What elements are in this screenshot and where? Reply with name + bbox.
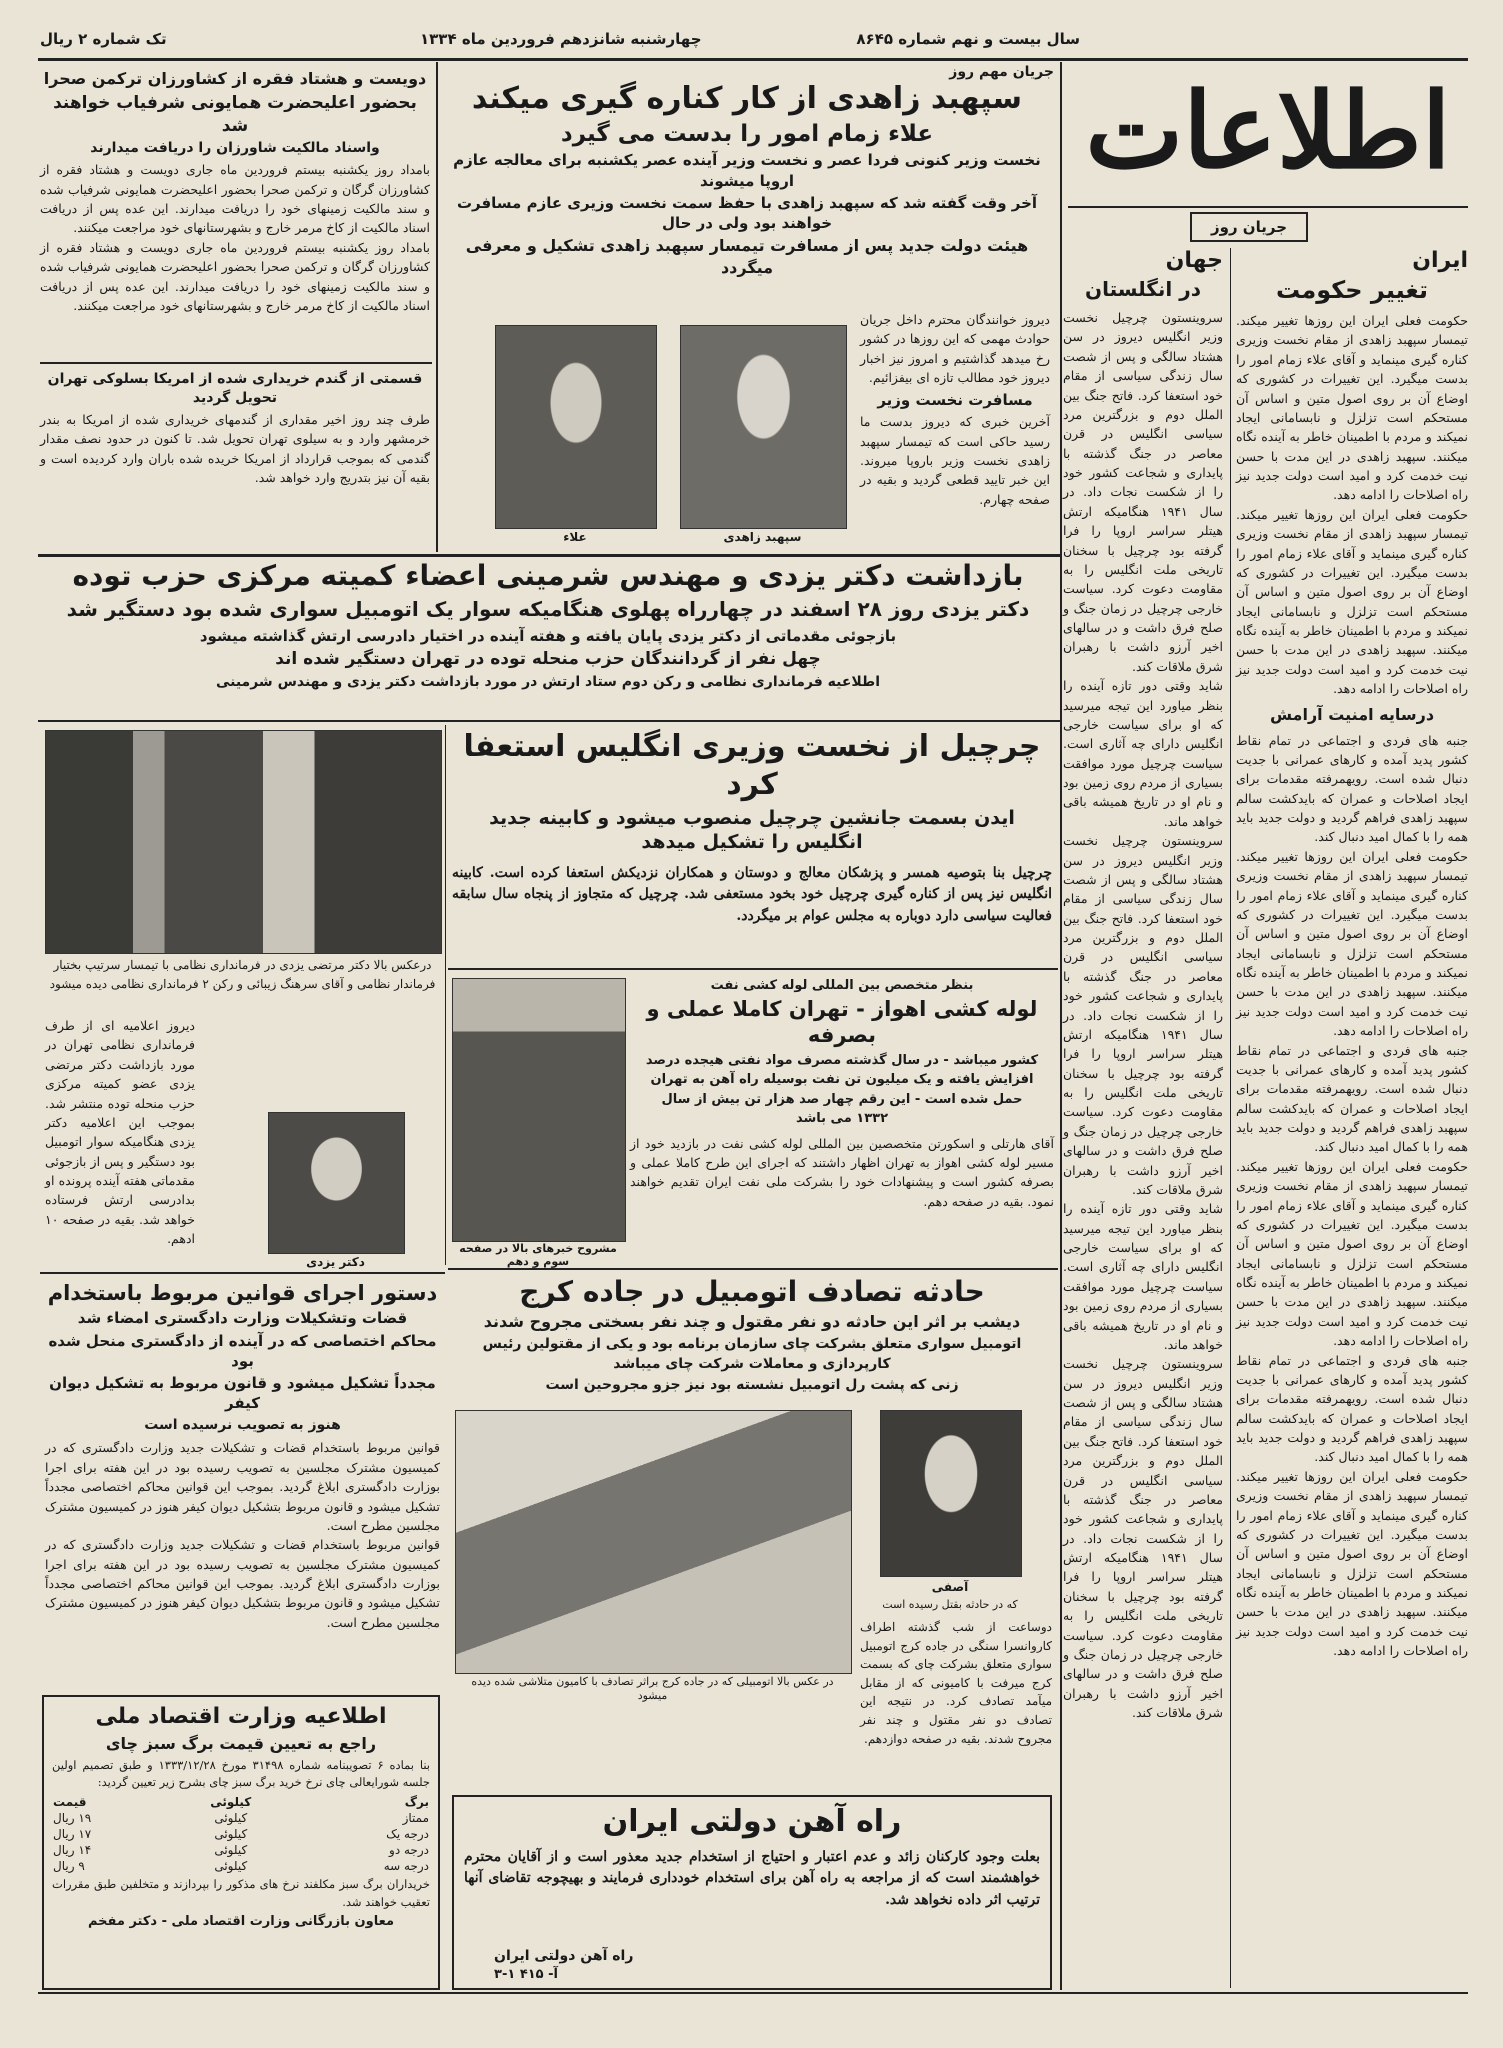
arrest-sub4: اطلاعیه فرمانداری نظامی و رکن دوم ستاد ارتش در مورد بازداشت دکتر یزدی و مهندس شرمینی — [215, 674, 881, 691]
railway-body: بعلت وجود کارکنان زائد و عدم اعتبار و احتیاج از استخدام جدید معذور است و از آقایان محترم خواهشمند است که از مراجعه به راه آهن برای استخدام خودداری فرمایند و بهیچوجه تقاضای آنها ترتیب اثر داده نخواهد شد. — [464, 1848, 1040, 1908]
iran-column — [1236, 248, 1468, 1990]
col-header-price: قیمت — [53, 1795, 87, 1810]
farmers-rule — [40, 362, 432, 364]
zahedi-sub4: هیئت دولت جدید پس از مسافرت تیمسار سپهبد زاهدی تشکیل و معرفی میگردد — [465, 236, 1029, 277]
railway-title: راه آهن دولتی ایران — [602, 1804, 902, 1839]
issue-strip — [40, 28, 1080, 54]
arrest-photo-caption-wrap — [45, 956, 440, 1014]
top-rule — [38, 58, 1468, 61]
arrest-photo-caption: درعکس بالا دکتر مرتضی یزدی در فرمانداری نظامی با تیمسار سرتیپ بختیار فرماندار نظامی و آقای سرهنگ زیبائی و رکن ۲ فرمانداری نظامی دیده میشود — [49, 958, 436, 991]
pipeline-body: آقای هارتلی و اسکورتن متخصصین بین المللی لوله کشی نفت در بازدید خود از مسیر لوله کشی اهواز به تهران اظهار داشتند که اجرای این طرح کاملا عملی و بصرفه کشور است و پیشنهادات خود را بشرکت ملی نفت ایران تقدیم خواهند نمود. بقیه در صفحه دهم. — [630, 1135, 1054, 1209]
price: ۱۹ ریال — [53, 1811, 92, 1826]
farmers-head2: بحضور اعلیحضرت همایونی شرفیاب خواهند شد — [53, 92, 417, 136]
grade: ممتاز — [402, 1811, 429, 1826]
iran-body-cont4: حکومت فعلی ایران این روزها تغییر میکند. تیمسار سپهبد زاهدی از مقام نخست وزیری کناره گیری مینماید و آقای علاء زمام امور را بدست میگیرد. این تغییرات در کشوری که اوضاع آن بر روی اصول متین و اساس آن مستحکم است تزلزل و نابسامانی ایجاد نمیکند و مردم با اطمینان خاطر به آینده نگاه میکنند. سپهبد زاهدی در این مدت با حسن نیت خدمت کرد و امید است دولت جدید نیز راه اصلاحات را ادامه دهد. — [1236, 1468, 1468, 1659]
economy-footer: خریداران برگ سبز مکلفند نرخ های مذکور را بپردازند و متخلفین طبق مقررات تعقیب خواهند شد. — [52, 1877, 430, 1909]
laws-top-rule — [40, 1272, 445, 1274]
masthead-title: اطلاعات — [1085, 69, 1451, 192]
arrest-sub1: دکتر یزدی روز ۲۸ اسفند در چهارراه پهلوی هنگامیکه سوار یک اتومبیل سواری شده بود دستگیر شد — [66, 597, 1030, 621]
trip-body: آخرین خبری که دیروز بدست ما رسید حاکی است که تیمسار سپهبد زاهدی نخست وزیر باروپا میروند. این خبر تایید قطعی گردید و بقیه در صفحه چهارم. — [860, 414, 1050, 507]
masthead — [1068, 66, 1468, 206]
price: تک شماره ۲ ریال — [40, 30, 167, 48]
farmers-head3: واسناد مالکیت شاورزان را دریافت میدارند — [90, 140, 380, 157]
wheat-head: قسمتی از گندم خریداری شده از امریکا بسلوکی تهران تحویل گردید — [47, 371, 423, 406]
zahedi-body: دیروز خوانندگان محترم داخل جریان حوادث مهمی که این روزها در کشور رخ میدهد گذاشتیم و امروز نیز اخبار دیروز خود مطالب تازه ای بیفزائیم. — [860, 312, 1050, 386]
economy-sub: راجع به تعیین قیمت برگ سبز چای — [105, 1733, 377, 1753]
col-header-unit: کیلوئی — [210, 1795, 252, 1810]
price: ۱۷ ریال — [53, 1827, 92, 1842]
farmers-body-cont: بامداد روز یکشنبه بیستم فروردین ماه جاری دویست و هشتاد فقره از کشاورزان گرگان و ترکمن صحرا بحضور اعلیحضرت همایونی شرفیاب شده و سند مالکیت زمینهای خود را دریافت میدارند. این عده پس از دریافت اسناد مالکیت از کاخ مرمر خارج و بشهرستانهای خود مراجعت میکنند. — [40, 239, 430, 313]
price: ۹ ریال — [53, 1859, 85, 1874]
world-body-cont2: سروینستون چرچیل نخست وزیر انگلیس دیروز در سن هشتاد سالگی و پس از شصت سال زندگی سیاسی از مقام خود استعفا کرد. فاتح جنگ بین الملل دوم و بزرگترین مرد سیاسی انگلیس در قرن معاصر در جنگ گذشته با پایداری و شجاعت کشور خود را از شکست نجات داد. در سال ۱۹۴۱ هنگامیکه ارتش هیتلر سراسر اروپا را فرا گرفته بود چرچیل با سخنان تاریخی ملت انگلیس را به مقاومت دعوت کرد. سیاست خارجی چرچیل در زمان جنگ و صلح فرق داشت و در سالهای اخیر آرزو داشت با رهبران شرق ملاقات کند. — [1063, 1356, 1223, 1720]
table-row — [52, 1810, 430, 1826]
iran-world-divider — [1230, 248, 1231, 1988]
pipeline-sub3: حمل شده است - این رقم چهار صد هزار تن بیش از سال — [661, 1091, 1023, 1107]
accident-sub3: کارپردازی و معاملات شرکت چای میباشد — [613, 1356, 891, 1373]
daily-box — [1190, 212, 1308, 242]
tea-price-table — [52, 1794, 430, 1874]
accident-sub1: دیشب بر اثر این حادثه دو نفر مقتول و چند نفر بسختی مجروح شدند — [483, 1312, 1021, 1331]
world-body: سروینستون چرچیل نخست وزیر انگلیس دیروز در سن هشتاد سالگی و پس از شصت سال زندگی سیاسی از مقام خود استعفا کرد. فاتح جنگ بین الملل دوم و بزرگترین مرد سیاسی انگلیس در قرن معاصر در جنگ گذشته با پایداری و شجاعت کشور خود را از شکست نجات داد. در سال ۱۹۴۱ هنگامیکه ارتش هیتلر سراسر اروپا را فرا گرفته بود چرچیل با سخنان تاریخی ملت انگلیس را به مقاومت دعوت کرد. سیاست خارجی چرچیل در زمان جنگ و صلح فرق داشت و در سالهای اخیر آرزو داشت با رهبران شرق ملاقات کند. — [1063, 310, 1223, 674]
accident-title: حادثه تصادف اتومبیل در جاده کرج — [519, 1275, 985, 1308]
world-body2: شاید وقتی دور تازه آینده را بنظر میاورد این تیجه میرسید که او برای سیاست خارجی انگلیس دارای چه آثاری است. سیاست چرچیل مورد موافقت بسیاری از مردم روی زمین بود و نام او در تاریخ همیشه باقی خواهد ماند. — [1063, 678, 1223, 829]
issue-info: سال بیست و نهم شماره ۸۶۴۵ — [856, 30, 1080, 48]
economy-intro: بنا بماده ۶ تصویبنامه شماره ۳۱۴۹۸ مورخ ۱۳۳۳/۱۲/۲۸ و طبق تصمیم اولین جلسه شورایعالی چای نرخ خرید برگ سبز چای بشرح زیر تعیین گردید: — [52, 1757, 430, 1790]
aramesh-body: جنبه های فردی و اجتماعی در تمام نقاط کشور پدید آمده و کارهای عمرانی با جدیت دنبال شده است. رویهمرفته مقدمات برای ایجاد اصلاحات و عمران که بایدکشت سالم سپهبد زاهدی فراهم گردید و دولت جدید باید همه را با کمال امید دنبال کند. — [1236, 732, 1468, 845]
arrest-col-divider — [445, 725, 446, 1265]
zahedi-photo-caption: سپهبد زاهدی — [723, 530, 802, 544]
laws-story — [45, 1280, 440, 1688]
laws-title: دستور اجرای قوانین مربوط باستخدام — [47, 1281, 438, 1305]
wheat-body: طرف چند روز اخیر مقداری از گندمهای خریداری شده از امریکا به بندر خرمشهر وارد و به سیلوی تهران تحویل شد. تا کنون در حدود نصف مقدار گندمی که بموجب قرارداد از امریکا خریده شده باران وارد کردیده است و بقیه آن نیز بتدریج وارد خواهد شد. — [40, 411, 430, 485]
car-caption-wrap — [455, 1675, 850, 1705]
car-caption: در عکس بالا اتومبیلی که در جاده کرج براثر تصادف با کامیون متلاشی شده دیده میشود — [471, 1675, 834, 1703]
arrest-body: دیروز اعلامیه ای از طرف فرمانداری نظامی تهران در مورد بازداشت دکتر مرتضی یزدی عضو کمیته مرکزی حزب منحله توده منتشر شد. بموجب این اعلامیه دکتر یزدی هنگامیکه سوار اتومبیل بود دستگیر و پس از بازجوئی مقدماتی هفته آینده پرونده او بدادرسی ارتش فرستاده خواهد شد. بقیه در صفحه ۱۰ ادهم. — [45, 1018, 195, 1247]
world-body2-cont: شاید وقتی دور تازه آینده را بنظر میاورد این تیجه میرسید که او برای سیاست خارجی انگلیس دارای چه آثاری است. سیاست چرچیل مورد موافقت بسیاری از مردم روی زمین بود و نام او در تاریخ همیشه باقی خواهد ماند. — [1063, 1201, 1223, 1352]
arrest-sub3: چهل نفر از گردانندگان حزب منحله توده در تهران دستگیر شده اند — [275, 649, 821, 670]
farmers-story — [40, 66, 430, 356]
zahedi-title: سپهبد زاهدی از کار کناره گیری میکند — [471, 81, 1023, 116]
asefi-sub: که در حادثه بقتل رسیده است — [882, 1598, 1018, 1611]
car-photo — [455, 1410, 852, 1674]
iran-body-cont2: حکومت فعلی ایران این روزها تغییر میکند. تیمسار سپهبد زاهدی از مقام نخست وزیری کناره گیری مینماید و آقای علاء زمام امور را بدست میگیرد. این تغییرات در کشوری که اوضاع آن بر روی اصول متین و اساس آن مستحکم است تزلزل و نابسامانی ایجاد نمیکند و مردم با اطمینان خاطر به آینده نگاه میکنند. سپهبد زاهدی در این مدت با حسن نیت خدمت کرد و امید است دولت جدید نیز راه اصلاحات را ادامه دهد. — [1236, 848, 1468, 1039]
price: ۱۴ ریال — [53, 1843, 92, 1858]
banner-bottom-rule — [38, 720, 1060, 722]
zahedi-sub2: نخست وزیر کنونی فردا عصر و نخست وزیر آینده عصر یکشنبه برای معالجه عازم اروپا میشوند — [453, 151, 1041, 190]
grade: درجه سه — [383, 1859, 429, 1874]
churchill-body: چرچیل بنا بتوصیه همسر و پزشکان معالج و دوستان و همکاران نزدیکش استعفا کرده است. کابینه انگلیس نیز پس از کناره گیری چرچیل خود بخود مستعفی شد. چرچیل که متجاوز از پنجاه سال سابقه فعالیت سیاسی دارد دوباره به مجلس عوام بر میگردد. — [452, 864, 1052, 924]
iran-head: تغییر حکومت — [1275, 276, 1428, 304]
farmers-head1: دویست و هشتاد فقره از کشاورزان ترکمن صحرا — [43, 69, 427, 88]
churchill-photo — [452, 978, 626, 1242]
unit: کیلوئی — [214, 1843, 248, 1858]
accident-story — [452, 1274, 1052, 1404]
table-row — [52, 1842, 430, 1858]
zahedi-sub3: آخر وقت گفته شد که سپهبد زاهدی با حفظ سمت نخست وزیری عازم مسافرت خواهند بود ولی در حال — [456, 193, 1038, 232]
economy-notice — [42, 1695, 440, 1990]
laws-body-cont: قوانین مربوط باستخدام قضات و تشکیلات جدید وزارت دادگستری که در کمیسیون مشترک مجلسین به تصویب رسیده بود در این هفته برای اجرا بوزارت دادگستری ابلاغ گردید. بموجب این قوانین محاکم اختصاصی مجدداً تشکیل میشود و قانون مربوط بتشکیل دیوان کیفر هنوز در کمیسیون مشترک مجلسین مطرح است. — [45, 1537, 440, 1630]
yazdi-caption: دکتر یزدی — [306, 1255, 365, 1269]
banner-top-rule — [38, 554, 1060, 557]
unit: کیلوئی — [214, 1859, 248, 1874]
table-row — [52, 1826, 430, 1842]
main-divider — [1060, 62, 1062, 1990]
accident-sub4: زنی که پشت رل اتومبیل نشسته بود نیز جزو مجروحین است — [545, 1377, 959, 1394]
economy-title: اطلاعیه وزارت اقتصاد ملی — [95, 1704, 387, 1729]
pipeline-sub1: کشور میباشد - در سال گذشته مصرف مواد نفتی هیجده درصد — [645, 1052, 1039, 1068]
col-header-grade: برگ — [404, 1795, 429, 1810]
aramesh-body-cont2: جنبه های فردی و اجتماعی در تمام نقاط کشور پدید آمده و کارهای عمرانی با جدیت دنبال شده است. رویهمرفته مقدمات برای ایجاد اصلاحات و عمران که بایدکشت سالم سپهبد زاهدی فراهم گردید و دولت جدید باید همه را با کمال امید دنبال کند. — [1236, 1352, 1468, 1465]
bottom-rule — [38, 1992, 1468, 1994]
asefi-caption: آصفی — [931, 1580, 969, 1594]
world-label: جهان — [1165, 248, 1223, 273]
churchill-sub1: ایدن بسمت جانشین چرچیل منصوب میشود و کابینه جدید — [489, 807, 1015, 829]
laws-sub1: قضات وتشکیلات وزارت دادگستری امضاء شد — [77, 1309, 408, 1328]
iran-body-cont3: حکومت فعلی ایران این روزها تغییر میکند. تیمسار سپهبد زاهدی از مقام نخست وزیری کناره گیری مینماید و آقای علاء زمام امور را بدست میگیرد. این تغییرات در کشوری که اوضاع آن بر روی اصول متین و اساس آن مستحکم است تزلزل و نابسامانی ایجاد نمیکند و مردم با اطمینان خاطر به آینده نگاه میکنند. سپهبد زاهدی در این مدت با حسن نیت خدمت کرد و امید است دولت جدید نیز راه اصلاحات را ادامه دهد. — [1236, 1158, 1468, 1349]
laws-body: قوانین مربوط باستخدام قضات و تشکیلات جدید وزارت دادگستری که در کمیسیون مشترک مجلسین به تصویب رسیده بود در این هفته برای اجرا بوزارت دادگستری ابلاغ گردید. بموجب این قوانین محاکم اختصاصی مجدداً تشکیل میشود و قانون مربوط بتشکیل دیوان کیفر هنوز در کمیسیون مشترک مجلسین مطرح است. — [45, 1440, 440, 1533]
daily-box-label: جریان روز — [1210, 218, 1288, 236]
arrest-photo — [45, 730, 442, 954]
masthead-rule — [1068, 206, 1468, 208]
churchill-story — [452, 728, 1052, 978]
farmers-body: بامداد روز یکشنبه بیستم فروردین ماه جاری دویست و هشتاد فقره از کشاورزان گرگان و ترکمن صحرا بحضور اعلیحضرت همایونی شرفیاب شده و سند مالکیت زمینهای خود را دریافت میدارند. این عده پس از دریافت اسناد مالکیت از کاخ مرمر خارج و بشهرستانهای خود مراجعت میکنند. — [40, 162, 430, 236]
trip-head: مسافرت نخست وزیر — [877, 390, 1033, 409]
date: چهارشنبه شانزدهم فروردین ماه ۱۳۳۴ — [420, 30, 702, 48]
asefi-photo — [880, 1410, 1022, 1577]
world-column — [1063, 248, 1223, 1990]
grade: درجه دو — [389, 1843, 429, 1858]
unit: کیلوئی — [214, 1811, 248, 1826]
unit: کیلوئی — [214, 1827, 248, 1842]
pipeline-rule — [448, 1268, 1058, 1270]
laws-sub4: هنوز به تصویب نرسیده است — [144, 1416, 341, 1433]
railway-sign1: راه آهن دولتی ایران — [494, 1948, 634, 1964]
pipeline-sub2: افزایش یافته و یک میلیون تن نفت بوسیله راه آهن به تهران — [650, 1072, 1034, 1088]
zahedi-kicker: جریان مهم روز — [949, 64, 1054, 80]
yazdi-photo — [268, 1112, 405, 1254]
world-head: در انگلستان — [1085, 277, 1201, 301]
laws-sub3: مجدداً تشکیل میشود و قانون مربوط به تشکیل دیوان کیفر — [49, 1374, 436, 1413]
economy-sign: معاون بازرگانی وزارت اقتصاد ملی - دکتر مفخم — [87, 1913, 395, 1929]
iran-label: ایران — [1412, 248, 1468, 273]
pipeline-title: لوله کشی اهواز - تهران کاملا عملی و بصرفه — [646, 997, 1038, 1048]
churchill-photo-caption: مشروح خبرهای بالا در صفحه سوم و دهم — [459, 1242, 617, 1268]
zahedi-photo — [680, 325, 847, 529]
zahedi-sub1: علاء زمام امور را بدست می گیرد — [560, 120, 934, 147]
pipeline-sub4: ۱۳۳۲ می باشد — [795, 1111, 889, 1127]
arrest-title: بازداشت دکتر یزدی و مهندس شرمینی اعضاء کمیته مرکزی حزب توده — [72, 559, 1024, 592]
alaa-photo — [495, 325, 657, 529]
churchill-rule — [448, 968, 1058, 970]
accident-body: دوساعت از شب گذشته اطراف کاروانسرا سنگی در جاده کرج اتومبیل سواری متعلق بشرکت چای که بسمت کرج میرفت با کامیونی که از مقابل میآمد تصادف کرد. در نتیجه این تصادف دو نفر مقتول و چند نفر مجروح شدند. بقیه در صفحه دوازدهم. — [860, 1620, 1052, 1746]
arrest-banner — [40, 558, 1056, 718]
churchill-sub2: انگلیس را تشکیل میدهد — [641, 830, 863, 853]
railway-notice — [452, 1795, 1052, 1990]
alaa-photo-caption: علاء — [563, 530, 587, 544]
zahedi-body-col — [860, 310, 1050, 546]
railway-sign2: آ- ۴۱۵ ۱-۳ — [494, 1967, 559, 1982]
grade: درجه یک — [386, 1827, 429, 1842]
laws-sub2: محاکم اختصاصی که در آینده از دادگستری منحل شده بود — [48, 1331, 437, 1370]
iran-body-cont: حکومت فعلی ایران این روزها تغییر میکند. تیمسار سپهبد زاهدی از مقام نخست وزیری کناره گیری مینماید و آقای علاء زمام امور را بدست میگیرد. این تغییرات در کشوری که اوضاع آن بر روی اصول متین و اساس آن مستحکم است تزلزل و نابسامانی ایجاد نمیکند و مردم با اطمینان خاطر به آینده نگاه میکنند. سپهبد زاهدی در این مدت با حسن نیت خدمت کرد و امید است دولت جدید نیز راه اصلاحات را ادامه دهد. — [1236, 506, 1468, 697]
aramesh-body-cont: جنبه های فردی و اجتماعی در تمام نقاط کشور پدید آمده و کارهای عمرانی با جدیت دنبال شده است. رویهمرفته مقدمات برای ایجاد اصلاحات و عمران که بایدکشت سالم سپهبد زاهدی فراهم گردید و دولت جدید باید همه را با کمال امید دنبال کند. — [1236, 1042, 1468, 1155]
arrest-sub2: بازجوئی مقدماتی از دکتر یزدی پایان یافته و هفته آینده در اختیار دادرسی ارتش گذاشته میشود — [199, 627, 897, 645]
top-left-divider — [436, 62, 438, 552]
pipeline-story — [630, 978, 1054, 1268]
iran-body: حکومت فعلی ایران این روزها تغییر میکند. تیمسار سپهبد زاهدی از مقام نخست وزیری کناره گیری مینماید و آقای علاء زمام امور را بدست میگیرد. این تغییرات در کشوری که اوضاع آن بر روی اصول متین و اساس آن مستحکم است تزلزل و نابسامانی ایجاد نمیکند و مردم با اطمینان خاطر به آینده نگاه میکنند. سپهبد زاهدی در این مدت با حسن نیت خدمت کرد و امید است دولت جدید نیز راه اصلاحات را ادامه دهد. — [1236, 313, 1468, 503]
world-body-cont: سروینستون چرچیل نخست وزیر انگلیس دیروز در سن هشتاد سالگی و پس از شصت سال زندگی سیاسی از مقام خود استعفا کرد. فاتح جنگ بین الملل دوم و بزرگترین مرد سیاسی انگلیس در قرن معاصر در جنگ گذشته با پایداری و شجاعت کشور خود را از شکست نجات داد. در سال ۱۹۴۱ هنگامیکه ارتش هیتلر سراسر اروپا را فرا گرفته بود چرچیل با سخنان تاریخی ملت انگلیس را به مقاومت دعوت کرد. سیاست خارجی چرچیل در زمان جنگ و صلح فرق داشت و در سالهای اخیر آرزو داشت با رهبران شرق ملاقات کند. — [1063, 833, 1223, 1197]
pipeline-kicker: بنظر متخصص بین المللی لوله کشی نفت — [710, 978, 974, 993]
table-row — [52, 1858, 430, 1874]
accident-sub2: اتومبیل سواری متعلق بشرکت چای سازمان برنامه بود و یکی از مقتولین رئیس — [482, 1335, 1022, 1352]
table-header-row — [52, 1794, 430, 1810]
arrest-body-col — [45, 1016, 195, 1247]
aramesh-head: درسایه امنیت آرامش — [1269, 704, 1435, 724]
churchill-title: چرچیل از نخست وزیری انگلیس استعفا کرد — [463, 729, 1041, 802]
wheat-story — [40, 368, 430, 548]
accident-body-col — [860, 1618, 1052, 1758]
